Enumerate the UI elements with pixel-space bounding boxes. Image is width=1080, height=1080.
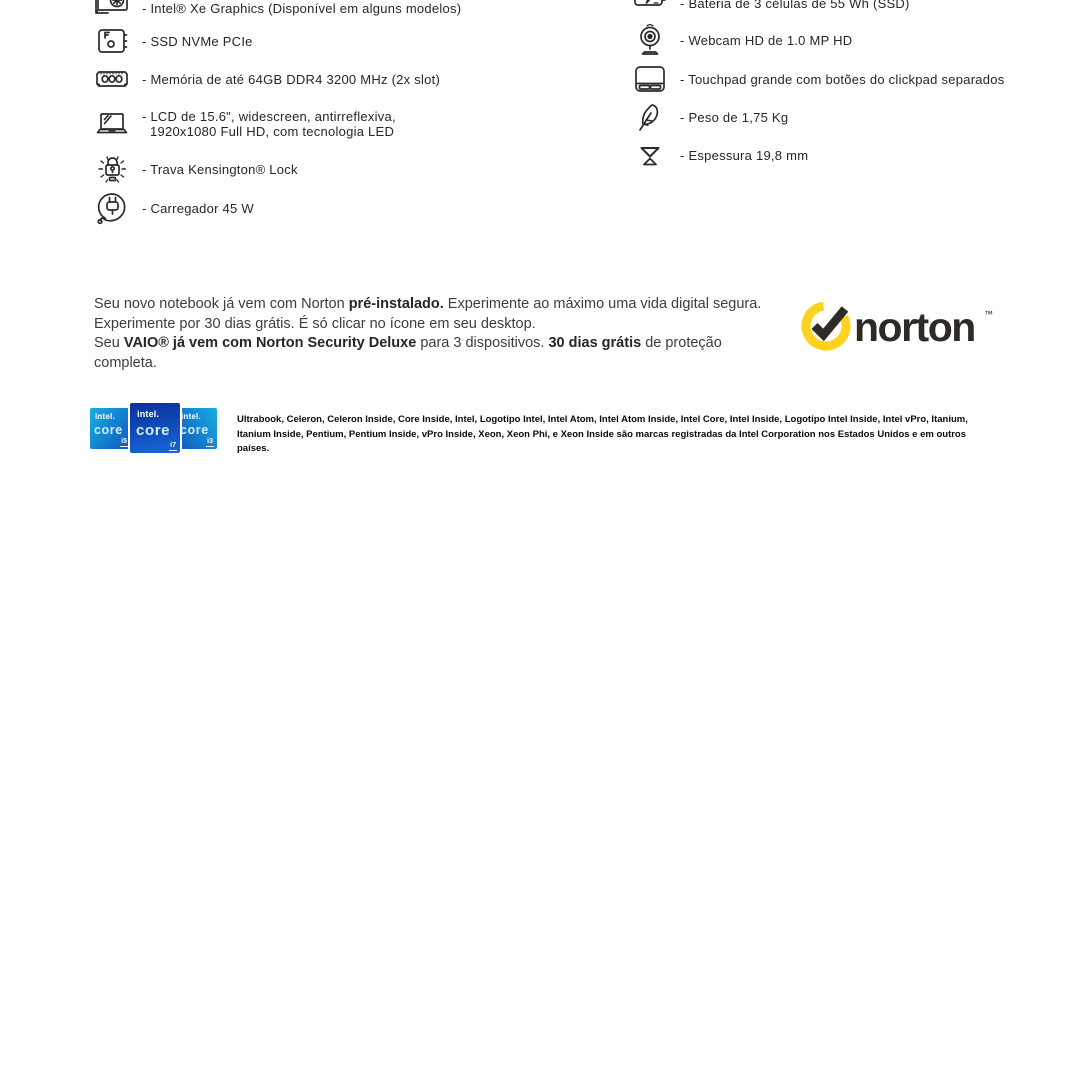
spec-item-graphics bbox=[142, 1, 461, 16]
spec-item-label: - Intel® Xe Graphics (Disponível em alguns modelos) bbox=[142, 1, 462, 16]
spec-item-webcam bbox=[632, 22, 852, 58]
norton-promo-paragraph: Seu novo notebook já vem com Norton pré-instalado. Experimente ao máximo uma vida digital segura. Experimente por 30 dias grátis. É só clicar no ícone em seu desktop. Seu VAIO® já vem com Norton Security Deluxe para 3 dispositivos. 30 dias grátis de proteção completa. bbox=[94, 296, 762, 371]
spec-item-memory bbox=[94, 61, 440, 97]
intel-core-i3-badge: intel. core i3 bbox=[176, 408, 217, 449]
spec-item-label: - Peso de 1,75 Kg bbox=[680, 109, 789, 125]
charger-plug-icon bbox=[94, 190, 130, 226]
norton-tm: ™ bbox=[984, 309, 993, 319]
spec-item-label: - Bateria de 3 células de 55 Wh (SSD) bbox=[680, 0, 910, 11]
norton-check-icon bbox=[815, 309, 846, 335]
norton-logo bbox=[799, 296, 995, 354]
spec-item-label: - Carregador 45 W bbox=[142, 200, 254, 216]
kensington-lock-icon bbox=[94, 151, 130, 187]
spec-item-label: - SSD NVMe PCIe bbox=[142, 33, 253, 49]
spec-item-label: - Touchpad grande com botões do clickpad separados bbox=[680, 71, 1005, 87]
feather-weight-icon bbox=[632, 99, 668, 135]
spec-item-battery bbox=[680, 0, 910, 11]
intel-trademark-legal-text: Ultrabook, Celeron, Celeron Inside, Core Inside, Intel, Logotipo Intel, Intel Atom, Intel Atom Inside, Intel Core, Intel Inside, Logotipo Intel Inside, Intel vPro, Itanium, Itanium Inside, Pentium, Pentium Inside, vPro Inside, Xeon, Xeon Phi, e Xeon Inside são marcas registradas da Intel Corporation nos Estados Unidos e em outros países. bbox=[237, 414, 968, 454]
spec-item-label: - LCD de 15.6", widescreen, antirreflexiva, 1920x1080 Full HD, com tecnologia LED bbox=[142, 109, 396, 139]
spec-item-label: - Espessura 19,8 mm bbox=[680, 147, 809, 163]
spec-item-weight bbox=[632, 99, 788, 135]
battery-icon bbox=[632, 0, 668, 15]
ram-icon bbox=[94, 61, 130, 97]
webcam-icon bbox=[632, 22, 668, 58]
spec-item-label: - Webcam HD de 1.0 MP HD bbox=[680, 32, 853, 48]
gpu-icon bbox=[94, 0, 130, 18]
spec-item-kensington bbox=[94, 151, 298, 187]
spec-item-label: - Trava Kensington® Lock bbox=[142, 161, 298, 177]
thickness-icon bbox=[632, 137, 668, 173]
spec-item-label: - Memória de até 64GB DDR4 3200 MHz (2x slot) bbox=[142, 71, 441, 87]
spec-item-charger bbox=[94, 190, 254, 226]
intel-core-badges bbox=[90, 402, 222, 454]
touchpad-icon bbox=[632, 61, 668, 97]
spec-item-thickness bbox=[632, 137, 808, 173]
norton-wordmark: norton bbox=[854, 304, 975, 350]
intel-core-i7-badge: intel. core i7 bbox=[130, 403, 180, 453]
ssd-icon bbox=[94, 23, 130, 59]
laptop-screen-icon bbox=[94, 106, 130, 142]
spec-item-touchpad bbox=[632, 61, 1004, 97]
intel-core-i5-badge: intel. core i5 bbox=[90, 408, 131, 449]
spec-item-ssd bbox=[94, 23, 253, 59]
spec-item-display bbox=[94, 106, 396, 142]
